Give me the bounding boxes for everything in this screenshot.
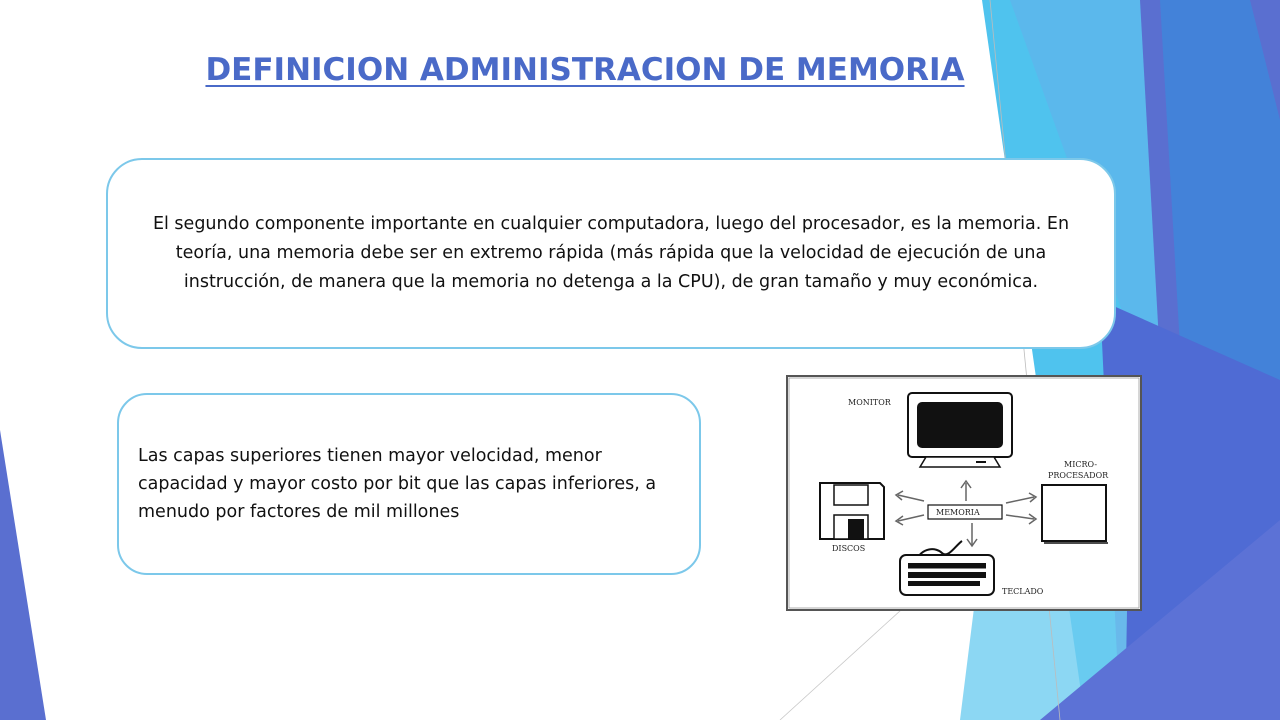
memory-label: MEMORIA	[936, 508, 980, 517]
disk-icon	[820, 483, 884, 539]
computer-diagram	[786, 375, 1142, 611]
processor-label-line1: MICRO-	[1064, 460, 1098, 469]
layers-text: Las capas superiores tienen mayor velocidad, menor capacidad y mayor costo por bit que las capas inferiores, a menudo por factores de mil millones	[138, 446, 657, 522]
monitor-icon	[908, 393, 1012, 467]
definition-box	[106, 158, 1116, 349]
layers-box	[117, 393, 701, 575]
processor-label-line2: PROCESADOR	[1048, 471, 1109, 480]
monitor-label: MONITOR	[848, 398, 891, 407]
processor-icon	[1042, 485, 1108, 543]
disk-label: DISCOS	[832, 544, 866, 553]
page-title: DEFINICION ADMINISTRACION DE MEMORIA	[205, 52, 965, 88]
definition-text: El segundo componente importante en cualquier computadora, luego del procesador, es la memoria. En teoría, una memoria debe ser en extremo rápida (más rápida que la velocidad de ejecución de una instrucción, de manera que la memoria no detenga a la CPU), de gran tamaño y muy económica.	[152, 214, 1070, 292]
keyboard-label: TECLADO	[1002, 587, 1044, 596]
